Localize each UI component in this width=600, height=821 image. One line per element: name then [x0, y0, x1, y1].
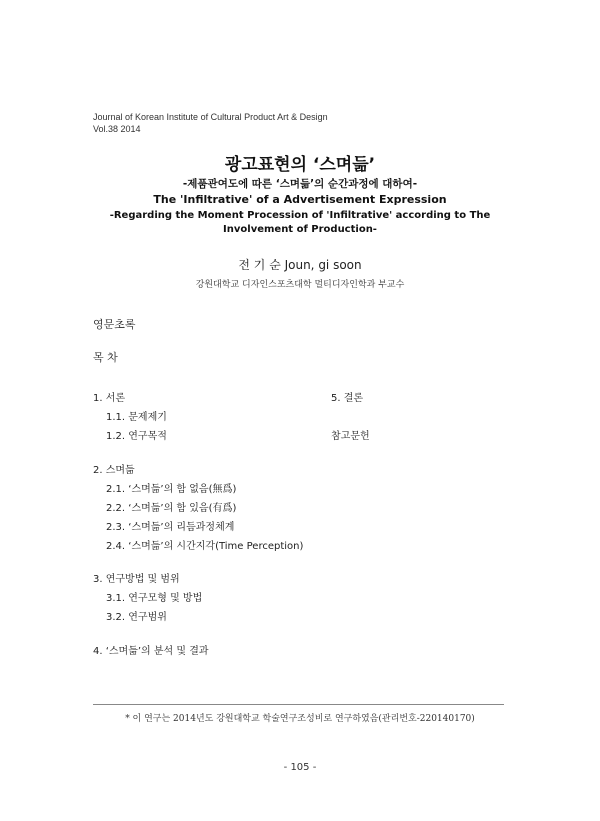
footnote: * 이 연구는 2014년도 강원대학교 학술연구조성비로 연구하였음(관리번호-220140170): [125, 714, 475, 724]
journal-volume: Vol.38 2014: [93, 124, 141, 134]
toc-item: 2.2. ‘스며듦’의 함 있음(有爲): [106, 503, 237, 514]
page-number: - 105 -: [283, 762, 317, 773]
toc-heading: 목 차: [93, 351, 118, 364]
toc-item: 4. ‘스며듦’의 분석 및 결과: [93, 646, 209, 657]
author-name: 전 기 순 Joun, gi soon: [238, 258, 362, 272]
toc-item: 1.2. 연구목적: [106, 431, 167, 442]
toc-item-references: 참고문헌: [331, 431, 370, 442]
journal-name: Journal of Korean Institute of Cultural Product Art & Design: [93, 112, 328, 122]
toc-item: 3.1. 연구모형 및 방법: [106, 593, 203, 604]
toc-item: 1. 서론: [93, 393, 126, 404]
title-korean: 광고표현의 ‘스며듦’: [224, 155, 376, 175]
toc-item: 3.2. 연구범위: [106, 612, 167, 623]
subtitle-english: -Regarding the Moment Procession of 'Infiltrative' according to The Involvement of Production-: [109, 210, 491, 235]
toc-item: 2.4. ‘스며듦’의 시간지각(Time Perception): [106, 541, 304, 552]
toc-item: 2.3. ‘스며듦’의 리듬과정체계: [106, 522, 235, 533]
toc-item: 2. 스며듦: [93, 465, 135, 476]
author-affiliation: 강원대학교 디자인스포츠대학 멀티디자인학과 부교수: [195, 280, 405, 290]
journal-header: [93, 111, 328, 135]
toc-item: 3. 연구방법 및 범위: [93, 574, 180, 585]
abstract-heading: 영문초록: [93, 318, 136, 331]
title-english: The 'Infiltrative' of a Advertisement Expression: [153, 193, 447, 206]
footnote-divider: [93, 704, 504, 705]
subtitle-korean: -제품관여도에 따른 ‘스며듦’의 순간과정에 대하여-: [182, 178, 418, 190]
toc-item: 2.1. ‘스며듦’의 함 없음(無爲): [106, 484, 237, 495]
toc-item: 1.1. 문제제기: [106, 412, 167, 423]
toc-item-conclusion: 5. 결론: [331, 393, 364, 404]
